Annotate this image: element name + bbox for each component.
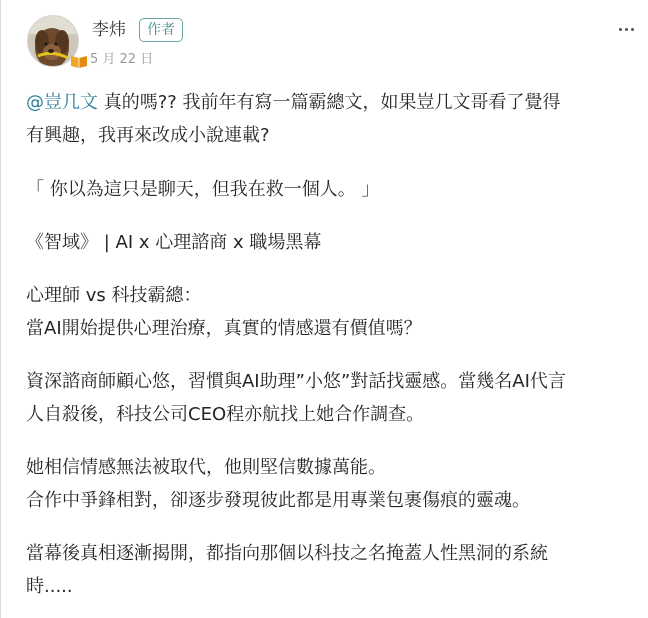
left-divider (0, 0, 1, 618)
author-tag: 作者 (139, 18, 183, 42)
reading-badge-icon (70, 53, 88, 69)
comment-paragraph-7 (26, 537, 630, 603)
paragraph-text: 時..... (26, 576, 73, 597)
paragraph-text: 資深諮商師顧心悠，習慣與AI助理”小悠”對話找靈感。當幾名AI代言 (26, 371, 566, 392)
more-horizontal-icon (619, 28, 622, 31)
comment-paragraph-5 (26, 365, 630, 431)
paragraph-text: 有興趣，我再來改成小說連載? (26, 125, 270, 146)
paragraph-text: 真的嗎?? 我前年有寫一篇霸總文，如果豈几文哥看了覺得 (98, 92, 561, 113)
paragraph-text: 《智域》 | AI x 心理諮商 x 職場黑幕 (26, 232, 322, 253)
comment-paragraph-3 (26, 226, 630, 259)
post-date: 5 月 22 日 (90, 52, 154, 67)
comment-paragraph-6 (26, 451, 630, 517)
paragraph-text: 當幕後真相逐漸揭開，都指向那個以科技之名掩蓋人性黑洞的系統 (26, 543, 548, 564)
user-mention-link[interactable]: @豈几文 (26, 92, 98, 113)
paragraph-text: 人自殺後，科技公司CEO程亦航找上她合作調查。 (26, 404, 425, 425)
comment-paragraph-4 (26, 279, 630, 345)
more-options-button[interactable] (612, 18, 640, 40)
paragraph-text: 合作中爭鋒相對，卻逐步發現彼此都是用專業包裹傷痕的靈魂。 (26, 490, 530, 511)
comment-paragraph-1 (26, 86, 630, 152)
author-name[interactable]: 李炜 (92, 20, 126, 40)
paragraph-text: 她相信情感無法被取代，他則堅信數據萬能。 (26, 457, 386, 478)
paragraph-text: 心理師 vs 科技霸總： (26, 285, 202, 306)
paragraph-text: 「 你以為這只是聊天，但我在救一個人。 」 (26, 179, 380, 200)
comment-paragraph-2 (26, 173, 630, 206)
paragraph-text: 當AI開始提供心理治療，真實的情感還有價值嗎？ (26, 318, 422, 339)
